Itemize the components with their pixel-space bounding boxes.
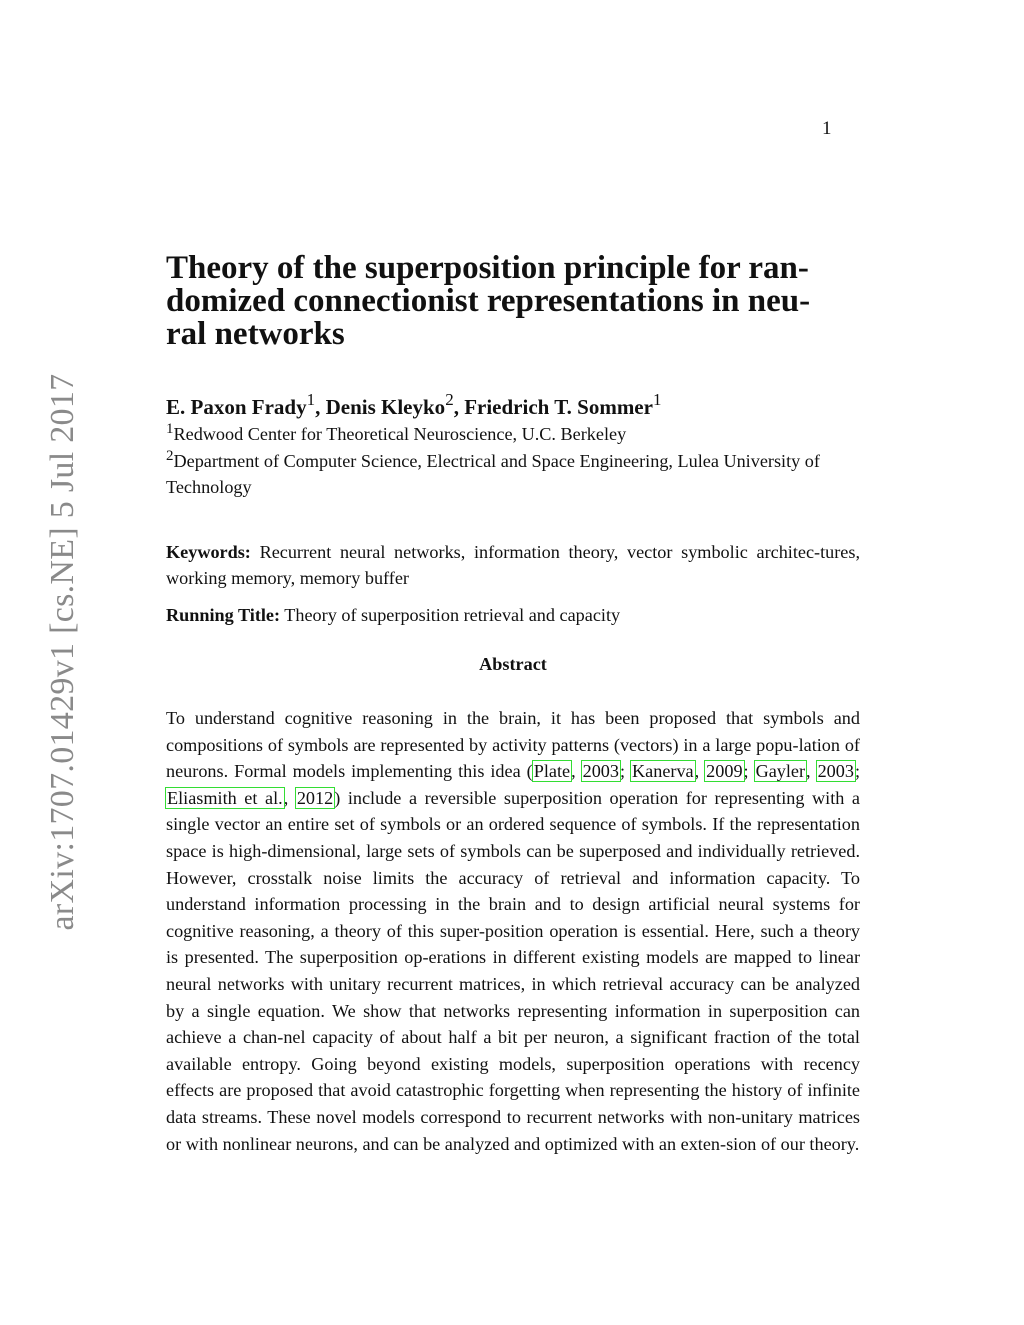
arxiv-stamp: arXiv:1707.01429v1 [cs.NE] 5 Jul 2017 — [44, 373, 81, 931]
running-title-label: Running Title: — [166, 604, 281, 625]
author-name: E. Paxon Frady — [166, 395, 307, 419]
affiliation-text: Department of Computer Science, Electrical and Space Engineering, Lulea University of Technology — [166, 450, 820, 497]
keywords-label: Keywords: — [166, 541, 251, 562]
citation-link[interactable]: Eliasmith et al. — [167, 787, 283, 808]
author-affil-marker: 1 — [652, 390, 662, 409]
keywords — [166, 539, 860, 592]
citation-link[interactable]: Gayler — [755, 761, 806, 782]
citation-link[interactable]: 2003 — [582, 761, 619, 782]
author-name: Denis Kleyko — [325, 395, 446, 419]
author-list: E. Paxon Frady$^1$, Denis Kleyko$^2$, Friedrich T. Sommer$^1$ — [166, 390, 662, 419]
paper-front-matter — [166, 252, 860, 1157]
affiliation — [166, 448, 860, 501]
affiliation — [166, 421, 860, 448]
citation-link[interactable]: 2012 — [296, 787, 334, 808]
author-name: Friedrich T. Sommer — [464, 395, 653, 419]
abstract-body: To understand cognitive reasoning in the brain, it has been proposed that symbols and compositions of symbols are represented by activity patterns (vectors) in a large popu-lation of neurons. Formal models implementing this idea (Plate, 2003; Kanerva, 2009; Gayler, 2003; Eliasmith et al., 2012) include a reversible superposition operation for representing with a single vector an entire set of symbols or an ordered sequence of symbols. If the representation space is high-dimensional, large sets of symbols can be superposed and individually retrieved. However, crosstalk noise limits the accuracy of retrieval and information capacity. To understand information processing in the brain and to design artificial neural systems for cognitive reasoning, a theory of this super-position operation is essential. Here, such a theory is presented. The superposition op-erations in different existing models are mapped to linear neural networks with unitary recurrent matrices, in which retrieval accuracy can be analyzed by a single equation. We show that networks representing information in superposition can achieve a chan-nel capacity of about half a bit per neuron, a significant fraction of the total available entropy. Going beyond existing models, superposition operations with recency effects are proposed that avoid catastrophic forgetting when representing the history of infinite data streams. These novel models correspond to recurrent networks with non-unitary matrices or with nonlinear neurons, and can be analyzed and optimized with an exten-sion of our theory. — [166, 708, 861, 1154]
affiliation-text: Redwood Center for Theoretical Neuroscience, U.C. Berkeley — [173, 424, 627, 444]
citation-link[interactable]: 2009 — [706, 761, 743, 782]
title-line: ral networks — [166, 316, 345, 352]
citation-link[interactable]: Plate — [533, 761, 571, 782]
affiliation-marker: 1 — [166, 421, 174, 437]
page-number: 1 — [822, 118, 832, 139]
running-title-text: Theory of superposition retrieval and capacity — [284, 604, 621, 625]
abstract-heading: Abstract — [479, 654, 547, 674]
affiliation-marker: 2 — [166, 447, 174, 464]
running-title — [166, 602, 860, 629]
title-line: domized connectionist representations in neu- — [166, 283, 811, 319]
title-line: Theory of the superposition principle for ran- — [166, 250, 809, 286]
author-affil-marker: 1 — [306, 390, 316, 409]
paper-title — [166, 252, 860, 351]
keywords-text: Recurrent neural networks, information theory, vector symbolic architec-tures, working memory, memory buffer — [166, 541, 860, 588]
citation-link[interactable]: 2003 — [817, 761, 854, 782]
author-affil-marker: 2 — [445, 390, 454, 409]
citation-link[interactable]: Kanerva — [632, 761, 694, 782]
